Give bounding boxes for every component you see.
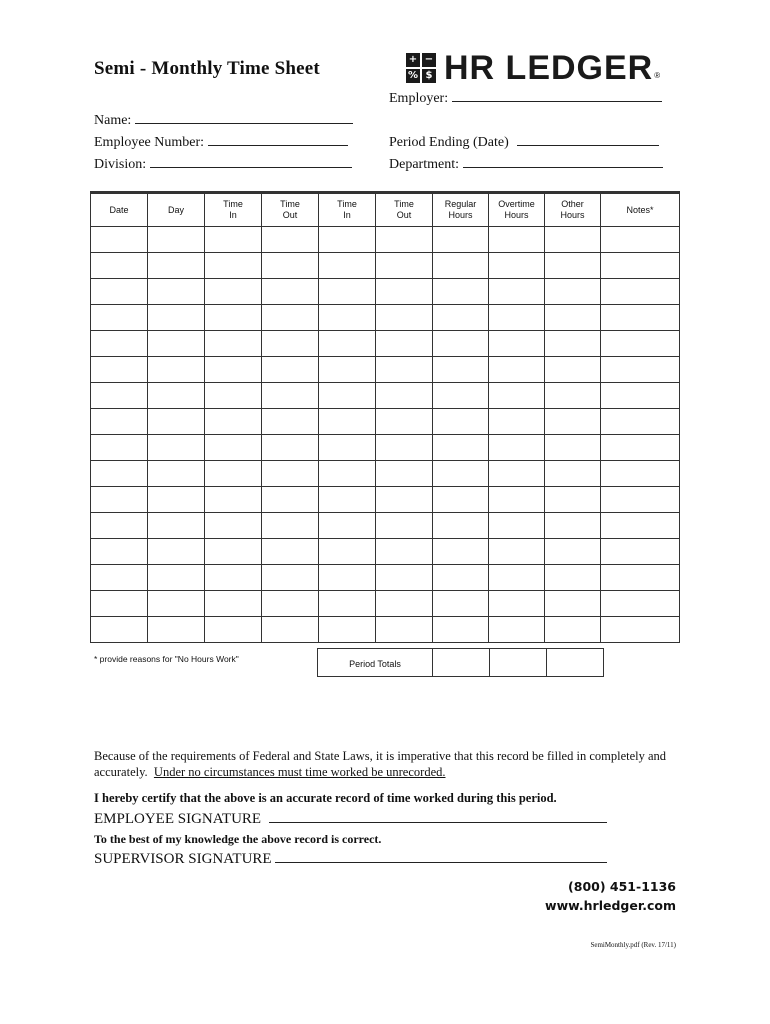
table-cell[interactable] (148, 253, 205, 279)
column-header-line2: Out (396, 210, 412, 220)
table-cell[interactable] (148, 461, 205, 487)
table-cell[interactable] (148, 305, 205, 331)
table-cell[interactable] (601, 461, 680, 487)
table-cell[interactable] (545, 357, 601, 383)
column-header (205, 193, 262, 227)
table-cell[interactable] (376, 565, 433, 591)
table-row (91, 461, 680, 487)
table-cell[interactable] (91, 357, 148, 383)
table-row (91, 435, 680, 461)
table-cell[interactable] (205, 279, 262, 305)
period-ending-label: Period Ending (Date) (389, 135, 509, 150)
table-cell[interactable] (262, 617, 319, 643)
table-cell[interactable] (545, 513, 601, 539)
table-cell[interactable] (91, 513, 148, 539)
legal-statement-underlined: Under no circumstances must time worked be unrecorded. (153, 765, 446, 779)
calculator-icon (406, 53, 436, 83)
table-cell[interactable] (262, 461, 319, 487)
department-field[interactable] (389, 154, 663, 173)
employee-number-label: Employee Number: (94, 135, 205, 150)
table-cell[interactable] (489, 409, 545, 435)
table-cell[interactable] (262, 279, 319, 305)
table-cell[interactable] (148, 409, 205, 435)
table-cell[interactable] (262, 253, 319, 279)
employer-line[interactable] (452, 88, 662, 102)
table-cell[interactable] (262, 227, 319, 253)
table-cell[interactable] (91, 253, 148, 279)
table-cell[interactable] (205, 435, 262, 461)
table-cell[interactable] (433, 513, 489, 539)
table-cell[interactable] (489, 617, 545, 643)
table-cell[interactable] (319, 513, 376, 539)
table-cell[interactable] (376, 591, 433, 617)
table-cell[interactable] (319, 539, 376, 565)
department-line[interactable] (463, 154, 663, 168)
table-row (91, 617, 680, 643)
employer-field[interactable] (389, 88, 662, 107)
table-cell[interactable] (601, 331, 680, 357)
table-cell[interactable] (489, 279, 545, 305)
table-cell[interactable] (91, 565, 148, 591)
table-cell[interactable] (489, 487, 545, 513)
table-cell[interactable] (433, 227, 489, 253)
table-cell[interactable] (433, 253, 489, 279)
table-cell[interactable] (601, 617, 680, 643)
column-header-line1: Day (167, 204, 184, 215)
table-cell[interactable] (545, 409, 601, 435)
column-header-line2: In (343, 210, 351, 220)
table-cell[interactable] (489, 357, 545, 383)
table-cell[interactable] (433, 617, 489, 643)
hr-ledger-logo (406, 48, 661, 87)
table-cell[interactable] (91, 409, 148, 435)
table-cell[interactable] (148, 591, 205, 617)
table-cell[interactable] (433, 383, 489, 409)
percent-glyph: % (407, 70, 419, 81)
table-cell[interactable] (433, 539, 489, 565)
column-header-line1: Time (223, 199, 243, 209)
table-cell[interactable] (376, 435, 433, 461)
table-cell[interactable] (148, 435, 205, 461)
table-row (91, 409, 680, 435)
table-cell[interactable] (262, 513, 319, 539)
table-cell[interactable] (319, 487, 376, 513)
column-header (376, 193, 433, 227)
column-header-line1: Overtime (498, 199, 535, 209)
table-cell[interactable] (91, 487, 148, 513)
supervisor-signature-label: SUPERVISOR SIGNATURE (94, 851, 272, 867)
page-title: Semi - Monthly Time Sheet (94, 58, 320, 79)
table-cell[interactable] (489, 305, 545, 331)
table-cell[interactable] (262, 383, 319, 409)
column-header-line1: Time (394, 199, 414, 209)
dollar-glyph: $ (422, 69, 436, 83)
footnote: * provide reasons for "No Hours Work" (94, 654, 239, 664)
table-cell[interactable] (319, 591, 376, 617)
division-line[interactable] (150, 154, 352, 168)
table-header-row (91, 193, 680, 227)
department-label: Department: (389, 157, 459, 172)
table-cell[interactable] (205, 331, 262, 357)
table-cell[interactable] (319, 565, 376, 591)
table-cell[interactable] (545, 487, 601, 513)
employee-signature-field[interactable] (94, 809, 607, 828)
revision-note: SemiMonthly.pdf (Rev. 17/11) (590, 941, 676, 949)
table-cell[interactable] (433, 279, 489, 305)
table-cell[interactable] (545, 461, 601, 487)
table-cell[interactable] (545, 617, 601, 643)
table-cell[interactable] (319, 279, 376, 305)
table-row (91, 227, 680, 253)
table-cell[interactable] (91, 227, 148, 253)
period-ending-line[interactable] (517, 132, 659, 146)
table-row (91, 331, 680, 357)
table-cell[interactable] (376, 513, 433, 539)
table-cell[interactable] (601, 253, 680, 279)
table-cell[interactable] (545, 305, 601, 331)
column-header-line2: In (229, 210, 237, 220)
knowledge-statement: To the best of my knowledge the above record is correct. (94, 832, 382, 846)
table-cell[interactable] (545, 383, 601, 409)
contact-phone: (800) 451-1136 (568, 879, 676, 894)
table-cell[interactable] (205, 383, 262, 409)
table-cell[interactable] (601, 565, 680, 591)
table-cell[interactable] (376, 487, 433, 513)
table-cell[interactable] (205, 305, 262, 331)
table-cell[interactable] (205, 617, 262, 643)
table-cell[interactable] (205, 487, 262, 513)
table-cell[interactable] (376, 305, 433, 331)
column-header (601, 193, 680, 227)
table-cell[interactable] (91, 461, 148, 487)
table-cell[interactable] (319, 253, 376, 279)
table-cell[interactable] (148, 357, 205, 383)
table-cell[interactable] (262, 539, 319, 565)
table-row (91, 383, 680, 409)
table-cell[interactable] (489, 253, 545, 279)
table-cell[interactable] (433, 461, 489, 487)
table-cell[interactable] (262, 305, 319, 331)
table-cell[interactable] (433, 357, 489, 383)
table-row (91, 279, 680, 305)
table-cell[interactable] (489, 513, 545, 539)
table-cell[interactable] (91, 305, 148, 331)
table-cell[interactable] (489, 227, 545, 253)
table-cell[interactable] (205, 565, 262, 591)
table-cell[interactable] (433, 435, 489, 461)
column-header-line2: Hours (560, 210, 585, 220)
table-cell[interactable] (601, 409, 680, 435)
table-cell[interactable] (205, 253, 262, 279)
name-field[interactable] (94, 110, 353, 129)
table-cell[interactable] (319, 357, 376, 383)
table-row (91, 253, 680, 279)
table-cell[interactable] (205, 461, 262, 487)
column-header-line1: Notes* (626, 204, 654, 215)
employer-label: Employer: (389, 91, 449, 106)
table-cell[interactable] (376, 539, 433, 565)
employee-signature-label: EMPLOYEE SIGNATURE (94, 811, 262, 827)
table-cell[interactable] (545, 253, 601, 279)
name-label: Name: (94, 113, 132, 128)
table-cell[interactable] (205, 409, 262, 435)
table-cell[interactable] (601, 539, 680, 565)
table-cell[interactable] (545, 331, 601, 357)
table-cell[interactable] (148, 279, 205, 305)
table-row (91, 357, 680, 383)
table-cell[interactable] (319, 227, 376, 253)
column-header (489, 193, 545, 227)
table-cell[interactable] (601, 435, 680, 461)
column-header-line1: Time (280, 199, 300, 209)
employee-number-field[interactable] (94, 132, 348, 151)
time-sheet-table (90, 191, 679, 643)
table-body (91, 227, 680, 643)
table-cell[interactable] (433, 591, 489, 617)
column-header (262, 193, 319, 227)
table-cell[interactable] (148, 539, 205, 565)
table-cell[interactable] (376, 331, 433, 357)
other-hours-total[interactable] (547, 649, 604, 677)
column-header-line1: Regular (444, 199, 477, 209)
table-cell[interactable] (545, 227, 601, 253)
table-cell[interactable] (601, 357, 680, 383)
column-header (91, 193, 148, 227)
column-header-line2: Out (282, 210, 298, 220)
certify-statement: I hereby certify that the above is an accurate record of time worked during this period. (94, 791, 557, 805)
table-cell[interactable] (545, 539, 601, 565)
table-cell[interactable] (148, 565, 205, 591)
table-cell[interactable] (205, 591, 262, 617)
supervisor-signature-field[interactable] (94, 849, 607, 868)
table-cell[interactable] (376, 617, 433, 643)
table-cell[interactable] (433, 565, 489, 591)
table-cell[interactable] (601, 513, 680, 539)
table-cell[interactable] (433, 409, 489, 435)
table-cell[interactable] (148, 487, 205, 513)
table-cell[interactable] (376, 383, 433, 409)
table-cell[interactable] (489, 331, 545, 357)
table-cell[interactable] (376, 253, 433, 279)
column-header-line1: Other (561, 199, 584, 209)
table-cell[interactable] (376, 409, 433, 435)
table-cell[interactable] (601, 487, 680, 513)
table-cell[interactable] (489, 383, 545, 409)
column-header (148, 193, 205, 227)
table-cell[interactable] (205, 513, 262, 539)
table-cell[interactable] (148, 383, 205, 409)
table-cell[interactable] (319, 409, 376, 435)
table-cell[interactable] (91, 435, 148, 461)
table-cell[interactable] (601, 227, 680, 253)
table-cell[interactable] (262, 409, 319, 435)
legal-statement-text: Because of the requirements of Federal and State Laws, it is imperative that this record be filled in completely and accurately. (94, 749, 667, 779)
table-row (91, 513, 680, 539)
table-cell[interactable] (489, 461, 545, 487)
table-cell[interactable] (601, 279, 680, 305)
column-header-line2: Hours (504, 210, 529, 220)
employee-number-line[interactable] (208, 132, 348, 146)
table-cell[interactable] (319, 461, 376, 487)
column-header-line2: Hours (448, 210, 473, 220)
table-cell[interactable] (148, 331, 205, 357)
table-row (91, 591, 680, 617)
table-cell[interactable] (319, 331, 376, 357)
table-cell[interactable] (91, 331, 148, 357)
division-label: Division: (94, 157, 147, 172)
overtime-hours-total[interactable] (490, 649, 547, 677)
table-cell[interactable] (262, 435, 319, 461)
table-row (91, 487, 680, 513)
period-totals-label: Period Totals (318, 649, 433, 677)
column-header-line1: Date (109, 204, 129, 215)
table-cell[interactable] (376, 461, 433, 487)
division-field[interactable] (94, 154, 352, 173)
table-cell[interactable] (205, 227, 262, 253)
table-cell[interactable] (545, 279, 601, 305)
logo-text: HR LEDGER (444, 48, 654, 87)
table-cell[interactable] (91, 383, 148, 409)
table-cell[interactable] (319, 305, 376, 331)
registered-mark: ® (654, 71, 661, 80)
table-cell[interactable] (545, 591, 601, 617)
table-cell[interactable] (205, 539, 262, 565)
table-cell[interactable] (545, 565, 601, 591)
table-row (91, 305, 680, 331)
table-cell[interactable] (148, 227, 205, 253)
table-cell[interactable] (545, 435, 601, 461)
table-cell[interactable] (205, 357, 262, 383)
table-cell[interactable] (376, 279, 433, 305)
table-cell[interactable] (489, 539, 545, 565)
table-cell[interactable] (91, 279, 148, 305)
table-cell[interactable] (319, 435, 376, 461)
table-cell[interactable] (262, 357, 319, 383)
table-cell[interactable] (262, 331, 319, 357)
table-cell[interactable] (433, 331, 489, 357)
table-cell[interactable] (148, 617, 205, 643)
table-cell[interactable] (262, 591, 319, 617)
name-line[interactable] (135, 110, 353, 124)
plus-glyph: + (406, 53, 420, 67)
table-cell[interactable] (489, 565, 545, 591)
column-header-line1: Time (337, 199, 357, 209)
legal-statement (94, 748, 684, 780)
period-ending-field[interactable] (389, 132, 659, 151)
minus-glyph: − (422, 53, 436, 67)
table-cell[interactable] (433, 305, 489, 331)
table-cell[interactable] (601, 591, 680, 617)
table-cell[interactable] (148, 513, 205, 539)
table-cell[interactable] (319, 383, 376, 409)
column-header (545, 193, 601, 227)
table-row (91, 565, 680, 591)
column-header (433, 193, 489, 227)
table-cell[interactable] (433, 487, 489, 513)
regular-hours-total[interactable] (433, 649, 490, 677)
table-row (91, 539, 680, 565)
table-cell[interactable] (319, 617, 376, 643)
table-cell[interactable] (262, 487, 319, 513)
employee-signature-line[interactable] (269, 809, 607, 823)
supervisor-signature-line[interactable] (275, 849, 607, 863)
table-cell[interactable] (376, 227, 433, 253)
table-cell[interactable] (601, 305, 680, 331)
table-cell[interactable] (489, 435, 545, 461)
table-cell[interactable] (91, 591, 148, 617)
table-cell[interactable] (489, 591, 545, 617)
table-cell[interactable] (91, 617, 148, 643)
table-cell[interactable] (376, 357, 433, 383)
table-cell[interactable] (91, 539, 148, 565)
table-cell[interactable] (601, 383, 680, 409)
column-header (319, 193, 376, 227)
contact-website[interactable]: www.hrledger.com (545, 898, 676, 913)
table-cell[interactable] (262, 565, 319, 591)
period-totals (317, 648, 604, 677)
